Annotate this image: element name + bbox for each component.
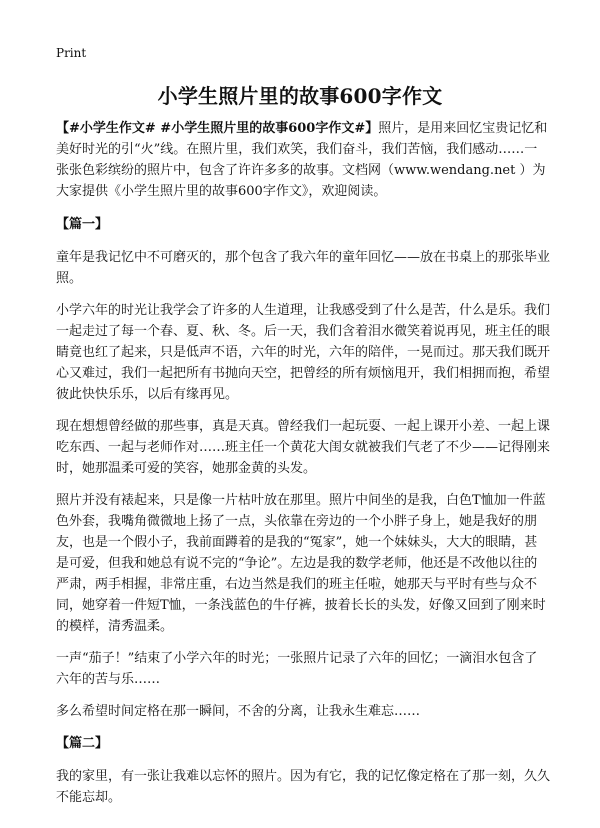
section-heading-2: 【篇二】 <box>56 736 109 751</box>
paragraph: 现在想想曾经做的那些事，真是天真。曾经我们一起玩耍、一起上课开小差、一起上课吃东西、一起与老师作对……班主任一个黄花大闺女就被我们气老了不少——记得刚来时，她那温柔可爱的笑容，她那金黄的头发。 <box>56 419 551 476</box>
document-title: 小学生照片里的故事600字作文 <box>157 84 443 108</box>
section-heading-1: 【篇一】 <box>56 217 109 232</box>
intro-lead: 【#小学生作文# #小学生照片里的故事600字作文#】 <box>56 121 379 136</box>
print-label: Print <box>56 46 87 60</box>
paragraph: 小学六年的时光让我学会了许多的人生道理，让我感受到了什么是苦，什么是乐。我们一起走过了每一个春、夏、秋、冬。后一天，我们含着泪水微笑着说再见，班主任的眼睛竟也红了起来，只是低声不语，六年的时光，六年的陪伴，一晃而过。那天我们既开心又难过，我们一起把所有书抛向天空，把曾经的所有烦恼甩开，我们相拥而抱，希望彼此快快乐乐，以后有缘再见。 <box>56 303 551 402</box>
paragraph: 我的家里，有一张让我难以忘怀的照片。因为有它，我的记忆像定格在了那一刻，久久不能忘却。 <box>56 769 551 805</box>
paragraph: 照片并没有裱起来，只是像一片枯叶放在那里。照片中间坐的是我，白色T恤加一件蓝色外套，我嘴角微微地上扬了一点，头依靠在旁边的一个小胖子身上，她是我好的朋友，也是一个假小子，我前面蹲着的是我的“冤家”，她一个妹妹头，大大的眼睛，甚是可爱，但我和她总有说不完的“争论”。左边是我的数学老师，他还是不改他以往的严肃，两手相握，非常庄重，右边当然是我们的班主任啦，她那天与平时有些与众不同，她穿着一件短T恤，一条浅蓝色的牛仔裤，披着长长的头发，好像又回到了刚来时的模样，清秀温柔。 <box>56 493 546 634</box>
paragraph: 童年是我记忆中不可磨灭的，那个包含了我六年的童年回忆——放在书桌上的那张毕业照。 <box>56 250 551 286</box>
document-body <box>56 118 550 819</box>
intro-paragraph <box>56 118 550 202</box>
paragraph: 一声“茄子！”结束了小学六年的时光；一张照片记录了六年的回忆；一滴泪水包含了六年的苦与乐…… <box>56 651 538 687</box>
intro-text: 照片，是用来回忆宝贵记忆和美好时光的引“火”线。在照片里，我们欢笑，我们奋斗，我们苦恼，我们感动……一张张色彩缤纷的照片中，包含了许许多多的故事。文档网（www.wendang.net ）为大家提供《小学生照片里的故事600字作文》，欢迎阅读。 <box>56 121 548 199</box>
paragraph: 多么希望时间定格在那一瞬间，不舍的分离，让我永生难忘…… <box>56 704 421 719</box>
